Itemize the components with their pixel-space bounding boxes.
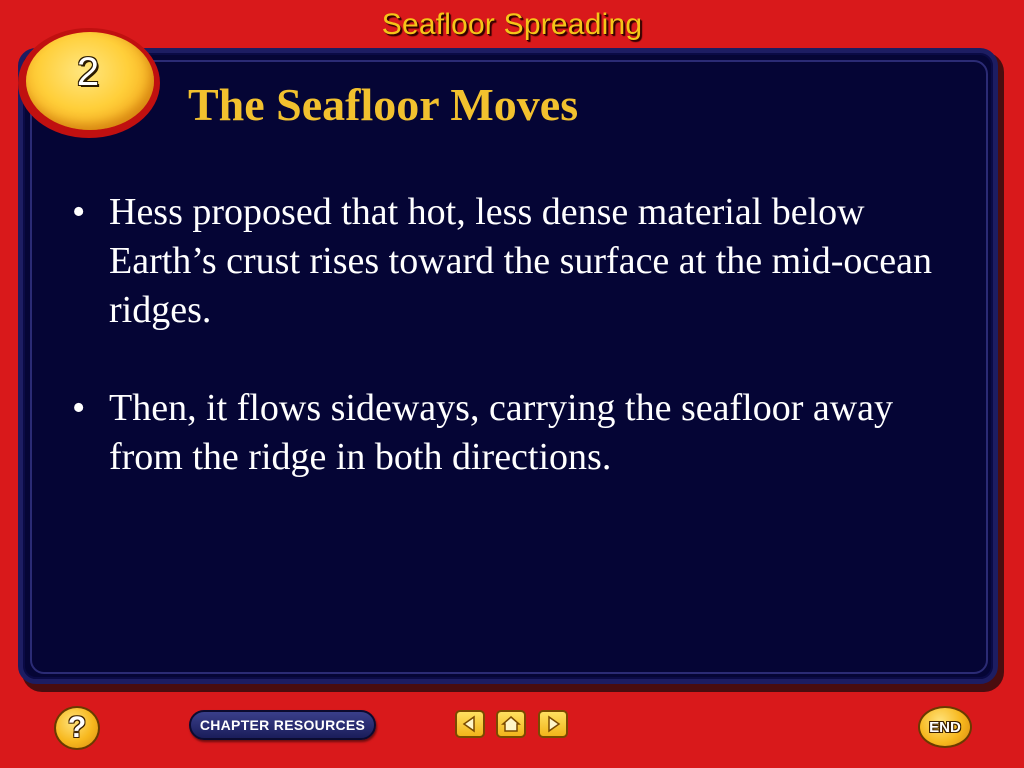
home-icon: [501, 715, 521, 733]
header-title: Seafloor Spreading: [381, 8, 643, 41]
bullet-item: • Then, it flows sideways, carrying the seafloor away from the ridge in both directions.: [68, 384, 968, 482]
right-arrow-icon: [544, 715, 562, 733]
next-slide-button[interactable]: [538, 710, 568, 738]
left-arrow-icon: [461, 715, 479, 733]
bullet-item: • Hess proposed that hot, less dense material below Earth’s crust rises toward the surface at the mid-ocean ridges.: [68, 188, 968, 335]
slide-title: The Seafloor Moves: [188, 79, 579, 130]
home-button[interactable]: [496, 710, 526, 738]
bullet-list: [68, 188, 968, 531]
section-number: 2: [76, 50, 100, 94]
previous-slide-button[interactable]: [455, 710, 485, 738]
end-button[interactable]: END: [918, 706, 972, 748]
help-button[interactable]: ?: [54, 706, 100, 750]
chapter-resources-button[interactable]: CHAPTER RESOURCES: [189, 710, 376, 740]
